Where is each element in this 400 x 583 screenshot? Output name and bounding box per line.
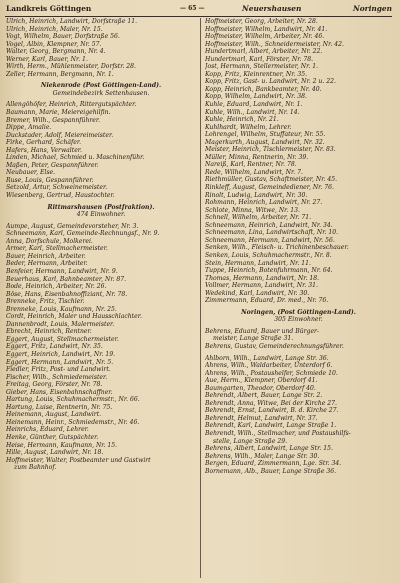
list-item: Eggert, August, Stellmachermeister. [6,335,119,343]
list-item: Kopp, Fritz, Gast- u. Landwirt, Nr. 2 u. 22. [205,78,336,86]
header-district: Landkreis Göttingen [6,4,92,13]
section-heading: Niekenrode (Post Göttingen-Land). [40,82,162,90]
list-item: Schneemann, Lina, Landwirtschaft, Nr. 10. [205,229,339,237]
list-item: Kuhle, Eduard, Landwirt, Nr. 1. [205,101,303,109]
list-item: Hoffmeister, Walter, Postbeamter und Gastwirt [6,456,151,464]
list-item: Vogt, Wilhelm, Bauer, Dorfstraße 56. [6,33,120,41]
list-item: Anna, Dorfschule, Molkerei. [6,237,93,245]
list-item: Hundertmarl, Karl, Förster, Nr. 78. [205,55,314,63]
list-item: Kopp, Fritz, Kleinrentner, Nr. 35. [205,70,308,78]
list-item: Hafers, Hans, Verwalter. [6,146,82,154]
list-item: Hundertmarl, Albert, Arbeiter, Nr. 22. [205,48,323,56]
list-item: Ahrens, Wilh., Waldarbeiter, Unterdorf 6. [205,362,333,370]
list-item: Beuerhaus, Karl, Bahnbeamter, Nr. 87. [6,275,127,283]
list-item: Jost, Hermann, Stellermeister, Nr. 1. [205,63,319,71]
list-item: Magerkurth, August, Landwirt, Nr. 32. [205,138,325,146]
list-item: Walter, Georg, Bergmann, Nr. 4. [6,48,106,56]
list-item: Hoffmeister, Wilh., Schneidermeister, Nr. 42. [205,40,344,48]
list-item: Werner, Karl, Bauer, Nr. 1. [6,55,88,63]
section-heading: Gemeindebezirk Settenhausen. [52,89,150,97]
list-item: Armer, Karl, Stellmachermeister. [6,245,108,253]
list-item: Stein, Hermann, Landwirt, Nr. 11. [205,259,311,267]
list-item: Eggert, Fritz, Landwirt, Nr. 35. [6,343,103,351]
list-item: Hartung, Louis, Schuhmachermstr., Nr. 66. [6,396,140,404]
list-item: Heinrichs, Eduard, Lehrer. [6,426,89,434]
list-item: Hartung, Luise, Rentnerin, Nr. 75. [6,403,113,411]
section-heading: Noringen, (Post Göttingen-Land). [241,308,356,316]
list-item: Bode, Heinrich, Arbeiter, Nr. 26. [6,283,107,291]
list-item: Freitag, Georg, Förster, Nr. 78. [6,381,103,389]
list-item: Hille, August, Landwirt, Nr. 18. [6,449,104,457]
list-item: Senken, Louis, Schuhmachermstr., Nr. 8. [205,251,332,259]
list-item: Brenneke, Louis, Kaufmann, Nr. 25. [6,305,117,313]
list-item: Kopp, Wilhelm, Landwirt, Nr. 38. [205,93,307,101]
list-item: Linden, Michael, Schmied u. Maschinenführ. [6,154,145,162]
header-rule [5,16,392,17]
list-item: Behrens, Gustav, Gemeinderechnungsführer. [205,342,344,350]
section-heading: Rittmarshausen (Postfraktion). [47,203,155,211]
page-header [6,3,392,15]
list-item: Ahlborn, Wilh., Landwirt, Lange Str. 36. [205,354,329,362]
list-item: Wirth, Herm., Mühlenmeister, Dorfstr. 28. [6,63,136,71]
list-item: Henke, Günther, Gutspächter. [6,433,99,441]
list-item: Hoffmeister, Wilhelm, Arbeiter, Nr. 46. [205,33,325,41]
list-item: Tuppe, Heinrich, Botenfuhrmann, Nr. 64. [205,267,333,275]
list-item: zum Bahnhof. [14,464,57,472]
list-item: Baumann, Marie, Meiereigehilfin. [6,109,111,117]
list-item: Eggert, Heinrich, Landwirt, Nr. 19. [6,350,116,358]
list-item: Duckstader, Adolf, Meiereimeister. [6,131,114,139]
section-heading: 305 Einwohner. [274,316,323,324]
list-item: Neubauer, Else. [6,169,56,177]
list-item: Beder, Hermann, Arbeiter. [6,260,88,268]
header-place: Neuershausen [242,4,302,13]
list-item: Heinemann, Heinr., Schmiedemstr., Nr. 46. [6,418,140,426]
list-item: Kopp, Heinrich, Bankbeamter, Nr. 40. [205,85,322,93]
list-item: Müller, Minna, Rentnerin, Nr. 39. [205,153,309,161]
list-item: Aue, Herm., Klempner, Oberdorf 41. [205,377,318,385]
list-item: Bauer, Heinrich, Arbeiter. [6,252,86,260]
list-item: Zimmermann, Eduard, Dr. med., Nr. 76. [205,297,329,305]
left-column [6,18,196,580]
list-item: Schlote, Minna, Witwe, Nr. 13. [205,206,300,214]
list-item: Cordt, Heinrich, Maler und Hausschlachter. [6,313,142,321]
header-next-place: Noringen [352,4,392,13]
page-number: — 65 — [180,5,205,12]
list-item: Vogel, Albin, Klempner, Nr. 57. [6,40,102,48]
list-item: Lohrengel, Wilhelm, Stuffateur, Nr. 55. [205,131,326,139]
list-item: Behrendt, Anna, Witwe, Bei der Kirche 27. [205,399,337,407]
list-item: Fiedler, Fritz, Post- und Landwirt. [6,366,111,374]
list-item: Rinolt, Ludwig, Landwirt, Nr. 30. [205,191,308,199]
list-item: Bergen, Eduard, Zimmermann, Lge. Str. 34. [205,460,342,468]
list-item: Behrendt, Albert, Bauer, Lange Str. 2. [205,392,323,400]
list-item: Senken, Wilh., Fleisch- u. Trichinenbeschauer. [205,244,349,252]
list-item: Meister, Heinrich, Tischlermeister, Nr. 83. [205,146,336,154]
list-item: Rinkleff, August, Gemeindediener, Nr. 76. [205,184,334,192]
list-item: Behrendt, Karl, Landwirt, Lange Straße 1. [205,422,337,430]
list-item: Behrendt, Ernst, Landwirt, B. d. Kirche 27. [205,407,339,415]
list-item: Hoffmeister, Georg, Arbeiter, Nr. 28. [205,18,318,25]
list-item: Ulrich, Heinrich, Landwirt, Dorfstraße 11. [6,18,138,25]
list-item: Thomas, Hermann, Landwirt, Nr. 18. [205,274,320,282]
list-item: Zeller, Hermann, Bergmann, Nr. 1. [6,70,114,78]
list-item: Benfeier, Hermann, Landwirt, Nr. 9. [6,267,118,275]
list-item: Bremer, Wilh., Gespannführer. [6,116,101,124]
list-item: Behrens, Wilh., Maler, Lange Str. 30. [205,452,320,460]
column-divider [200,18,201,578]
list-item: Schnell, Wilhelm, Arbeiter, Nr. 71. [205,214,312,222]
list-item: Ahrens, Wilh., Postaushelfer, Schmiede 10. [205,369,338,377]
list-item: Fischer, Wilh., Schmiedemeister. [6,373,108,381]
list-item: Eggert, Hermann, Landwirt, Nr. 5. [6,358,114,366]
list-item: meister, Lange Straße 31. [213,335,294,343]
list-item: Rohmann, Heinrich, Landwirt, Nr. 27. [205,199,323,207]
list-item: Behrens, Albert, Landwirt, Lange Str. 15. [205,445,333,453]
list-item: Behrendt, Wilh., Stellmacher, und Postaushilfs- [205,429,351,437]
list-item: Dippe, Amalie. [6,124,52,132]
list-item: Setzold, Artur, Schweinemeister. [6,184,108,192]
right-column [205,18,392,580]
list-item: Wiesenberg, Gertrud, Haustochter. [6,192,115,200]
section-heading: 474 Einwohner. [76,211,126,219]
list-item: Schneemann, Hermann, Landwirt, Nr. 56. [205,236,335,244]
list-item: Allengöhöfer, Heinrich, Rittergutspächter. [6,101,137,109]
list-item: Maßen, Peter, Gespannführer. [6,161,99,169]
list-item: Bornemann, Alb., Bauer, Lange Straße 36. [205,467,337,475]
list-item: Kuhle, Wilh., Landwirt, Nr. 14. [205,108,300,116]
list-item: Ulrich, Heinrich, Maler, Nr. 15. [6,25,103,33]
list-item: Nareiß, Karl, Rentner, Nr. 78. [205,161,297,169]
list-item: Kuhle, Heinrich, Nr. 21. [205,116,279,124]
list-item: Schneemann, Heinrich, Landwirt, Nr. 34. [205,221,333,229]
list-item: Heinemann, August, Landwirt. [6,411,102,419]
list-item: Gieber, Hans, Eisenbahnschaffner. [6,388,113,396]
list-item: Behrens, Eduard, Bauer und Bürger- [205,327,320,335]
list-item: Riethmüller, Gustav, Schaftmeister, Nr. 45. [205,176,338,184]
list-item: Rede, Wilhelm, Landwirt, Nr. 7. [205,168,303,176]
list-item: Ebrecht, Heinrich, Rentner. [6,328,92,336]
list-item: Dannenbrodt, Louis, Malermeister. [6,320,115,328]
list-item: Vollmer, Hermann, Landwirt, Nr. 31. [205,282,318,290]
list-item: Behrendt, Helmut, Landwirt, Nr. 37. [205,414,318,422]
list-item: Schneemann, Karl, Gemeinde-Rechnungsf., Nr. 9. [6,230,160,238]
list-item: stelle, Lange Straße 29. [213,437,288,445]
list-item: Heise, Hermann, Kaufmann, Nr. 15. [6,441,118,449]
list-item: Böse, Hans, Eisenbahnoffiziant, Nr. 78. [6,290,128,298]
list-item: Hoffmeister, Wilhelm, Landwirt, Nr. 41. [205,25,328,33]
list-item: Ruse, Louis, Gespannführer. [6,176,94,184]
list-item: Baumgarten, Theodor, Oberdorf 40. [205,384,316,392]
list-item: Firke, Gerhard, Schäfer. [6,139,82,147]
list-item: Wedekind, Karl, Landwirt, Nr. 30. [205,289,310,297]
list-item: Aumpe, August, Gemeindevorsteher, Nr. 3. [6,222,139,230]
list-item: Brenneke, Fritz, Tischler. [6,298,85,306]
list-item: Kuhlhardt, Wilhelm, Lehrer. [205,123,292,131]
